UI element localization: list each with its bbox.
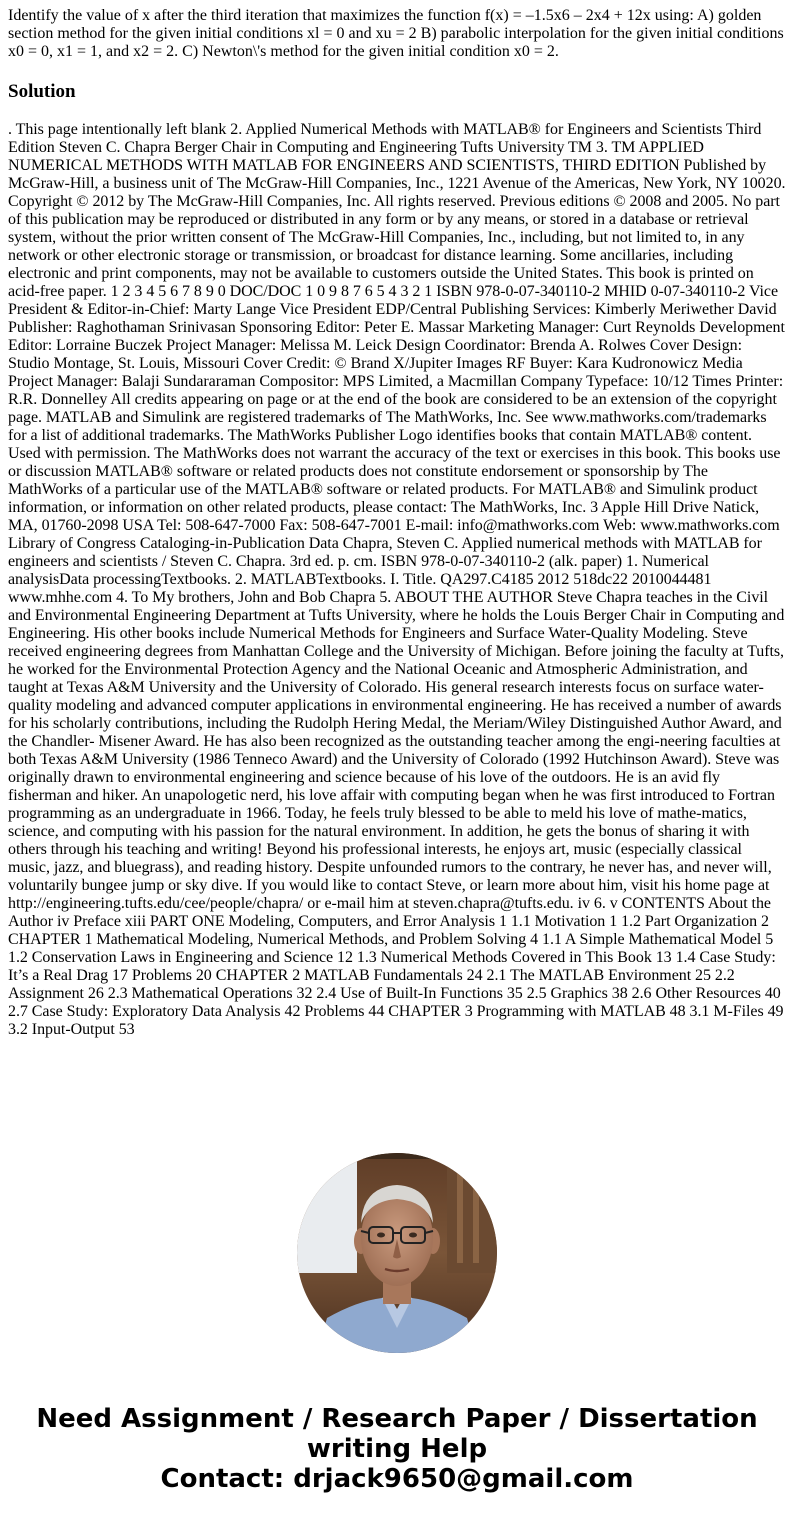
author-avatar <box>297 1153 497 1353</box>
cta-line-2: writing Help <box>306 1434 488 1464</box>
question-text: Identify the value of x after the third iteration that maximizes the function f(x) = –1.5x6 – 2x4 + 12x using: A) golden section method for the given initial conditions xl = 0 and xu = 2 B) parabolic interpolation for the given initial conditions x0 = 0, x1 = 1, and x2 = 2. C) Newton\'s method for the given initial condition x0 = 2. <box>8 7 784 60</box>
solution-heading: Solution <box>8 81 76 102</box>
cta-contact-email: Contact: drjack9650@gmail.com <box>160 1464 634 1494</box>
solution-text: . This page intentionally left blank 2. Applied Numerical Methods with MATLAB® for Engineers and Scientists Third Edition Steven C. Chapra Berger Chair in Computing and Engineering Tufts University TM 3. TM APPLIED NUMERICAL METHODS WITH MATLAB FOR ENGINEERS AND SCIENTISTS, THIRD EDITION Published by McGraw-Hill, a business unit of The McGraw-Hill Companies, Inc., 1221 Avenue of the Americas, New York, NY 10020. Copyright © 2012 by The McGraw-Hill Companies, Inc. All rights reserved. Previous editions © 2008 and 2005. No part of this publication may be reproduced or distributed in any form or by any means, or stored in a database or retrieval system, without the prior written consent of The McGraw-Hill Companies, Inc., including, but not limited to, in any network or other electronic storage or transmission, or broadcast for distance learning. Some ancillaries, including electronic and print components, may not be available to customers outside the United States. This book is printed on acid-free paper. 1 2 3 4 5 6 7 8 9 0 DOC/DOC 1 0 9 8 7 6 5 4 3 2 1 ISBN 978-0-07-340110-2 MHID 0-07-340110-2 Vice President & Editor-in-Chief: Marty Lange Vice President EDP/Central Publishing Services: Kimberly Meriwether David Publisher: Raghothaman Srinivasan Sponsoring Editor: Peter E. Massar Marketing Manager: Curt Reynolds Development Editor: Lorraine Buczek Project Manager: Melissa M. Leick Design Coordinator: Brenda A. Rolwes Cover Design: Studio Montage, St. Louis, Missouri Cover Credit: © Brand X/Jupiter Images RF Buyer: Kara Kudronowicz Media Project Manager: Balaji Sundararaman Compositor: MPS Limited, a Macmillan Company Typeface: 10/12 Times Printer: R.R. Donnelley All credits appearing on page or at the end of the book are considered to be an extension of the copyright page. MATLAB and Simulink are registered trademarks of The MathWorks, Inc. See www.mathworks.com/trademarks for a list of additional trademarks. The MathWorks Publisher Logo identifies books that contain MATLAB® content. Used with permission. The MathWorks does not warrant the accuracy of the text or exercises in this book. This books use or discussion MATLAB® software or related products does not constitute endorsement or sponsorship by The MathWorks of a particular use of the MATLAB® software or related products. For MATLAB® and Simulink product information, or information on other related products, please contact: The MathWorks, Inc. 3 Apple Hill Drive Natick, MA, 01760-2098 USA Tel: 508-647-7000 Fax: 508-647-7001 E-mail: info@mathworks.com Web: www.mathworks.com Library of Congress Cataloging-in-Publication Data Chapra, Steven C. Applied numerical methods with MATLAB for engineers and scientists / Steven C. Chapra. 3rd ed. p. cm. ISBN 978-0-07-340110-2 (alk. paper) 1. Numerical analysisData processingTextbooks. 2. MATLABTextbooks. I. Title. QA297.C4185 2012 518dc22 2010044481 www.mhhe.com 4. To My brothers, John and Bob Chapra 5. ABOUT THE AUTHOR Steve Chapra teaches in the Civil and Environmental Engineering Department at Tufts University, where he holds the Louis Berger Chair in Computing and Engineering. His other books include Numerical Methods for Engineers and Surface Water-Quality Modeling. Steve received engineering degrees from Manhattan College and the University of Michigan. Before joining the faculty at Tufts, he worked for the Environmental Protection Agency and the National Oceanic and Atmospheric Administration, and taught at Texas A&M University and the University of Colorado. His general research interests focus on surface water-quality modeling and advanced computer applications in environmental engineering. He has received a number of awards for his scholarly contributions, including the Rudolph Hering Medal, the Meriam/Wiley Distinguished Author Award, and the Chandler- Misener Award. He has also been recognized as the outstanding teacher among the engi-neering faculties at both Texas A&M University (1986 Tenneco Award) and the University of Colorado (1992 Hutchinson Award). Steve was originally drawn to environmental engineering and science because of his love of the outdoors. He is an avid fly fisherman and hiker. An unapologetic nerd, his love affair with computing began when he was first introduced to Fortran programming as an undergraduate in 1966. Today, he feels truly blessed to be able to meld his love of mathe-matics, science, and computing with his passion for the natural environment. In addition, he gets the bonus of sharing it with others through his teaching and writing! Beyond his professional interests, he enjoys art, music (especially classical music, jazz, and bluegrass), and reading history. Despite unfounded rumors to the contrary, he never has, and never will, voluntarily bungee jump or sky dive. If you would like to contact Steve, or learn more about him, visit his home page at http://engineering.tufts.edu/cee/people/chapra/ or e-mail him at steven.chapra@tufts.edu. iv 6. v CONTENTS About the Author iv Preface xiii PART ONE Modeling, Computers, and Error Analysis 1 1.1 Motivation 1 1.2 Part Organization 2 CHAPTER 1 Mathematical Modeling, Numerical Methods, and Problem Solving 4 1.1 A Simple Mathematical Model 5 1.2 Conservation Laws in Engineering and Science 12 1.3 Numerical Methods Covered in This Book 13 1.4 Case Study: It’s a Real Drag 17 Problems 20 CHAPTER 2 MATLAB Fundamentals 24 2.1 The MATLAB Environment 25 2.2 Assignment 26 2.3 Mathematical Operations 32 2.4 Use of Built-In Functions 35 2.5 Graphics 38 2.6 Other Resources 40 2.7 Case Study: Exploratory Data Analysis 42 Problems 44 CHAPTER 3 Programming with MATLAB 48 3.1 M-Files 49 3.2 Input-Output 53 <box>8 121 786 1038</box>
contact-banner <box>0 1404 794 1494</box>
person-photo-icon <box>297 1153 497 1353</box>
cta-line-1: Need Assignment / Research Paper / Dissertation <box>36 1404 758 1434</box>
